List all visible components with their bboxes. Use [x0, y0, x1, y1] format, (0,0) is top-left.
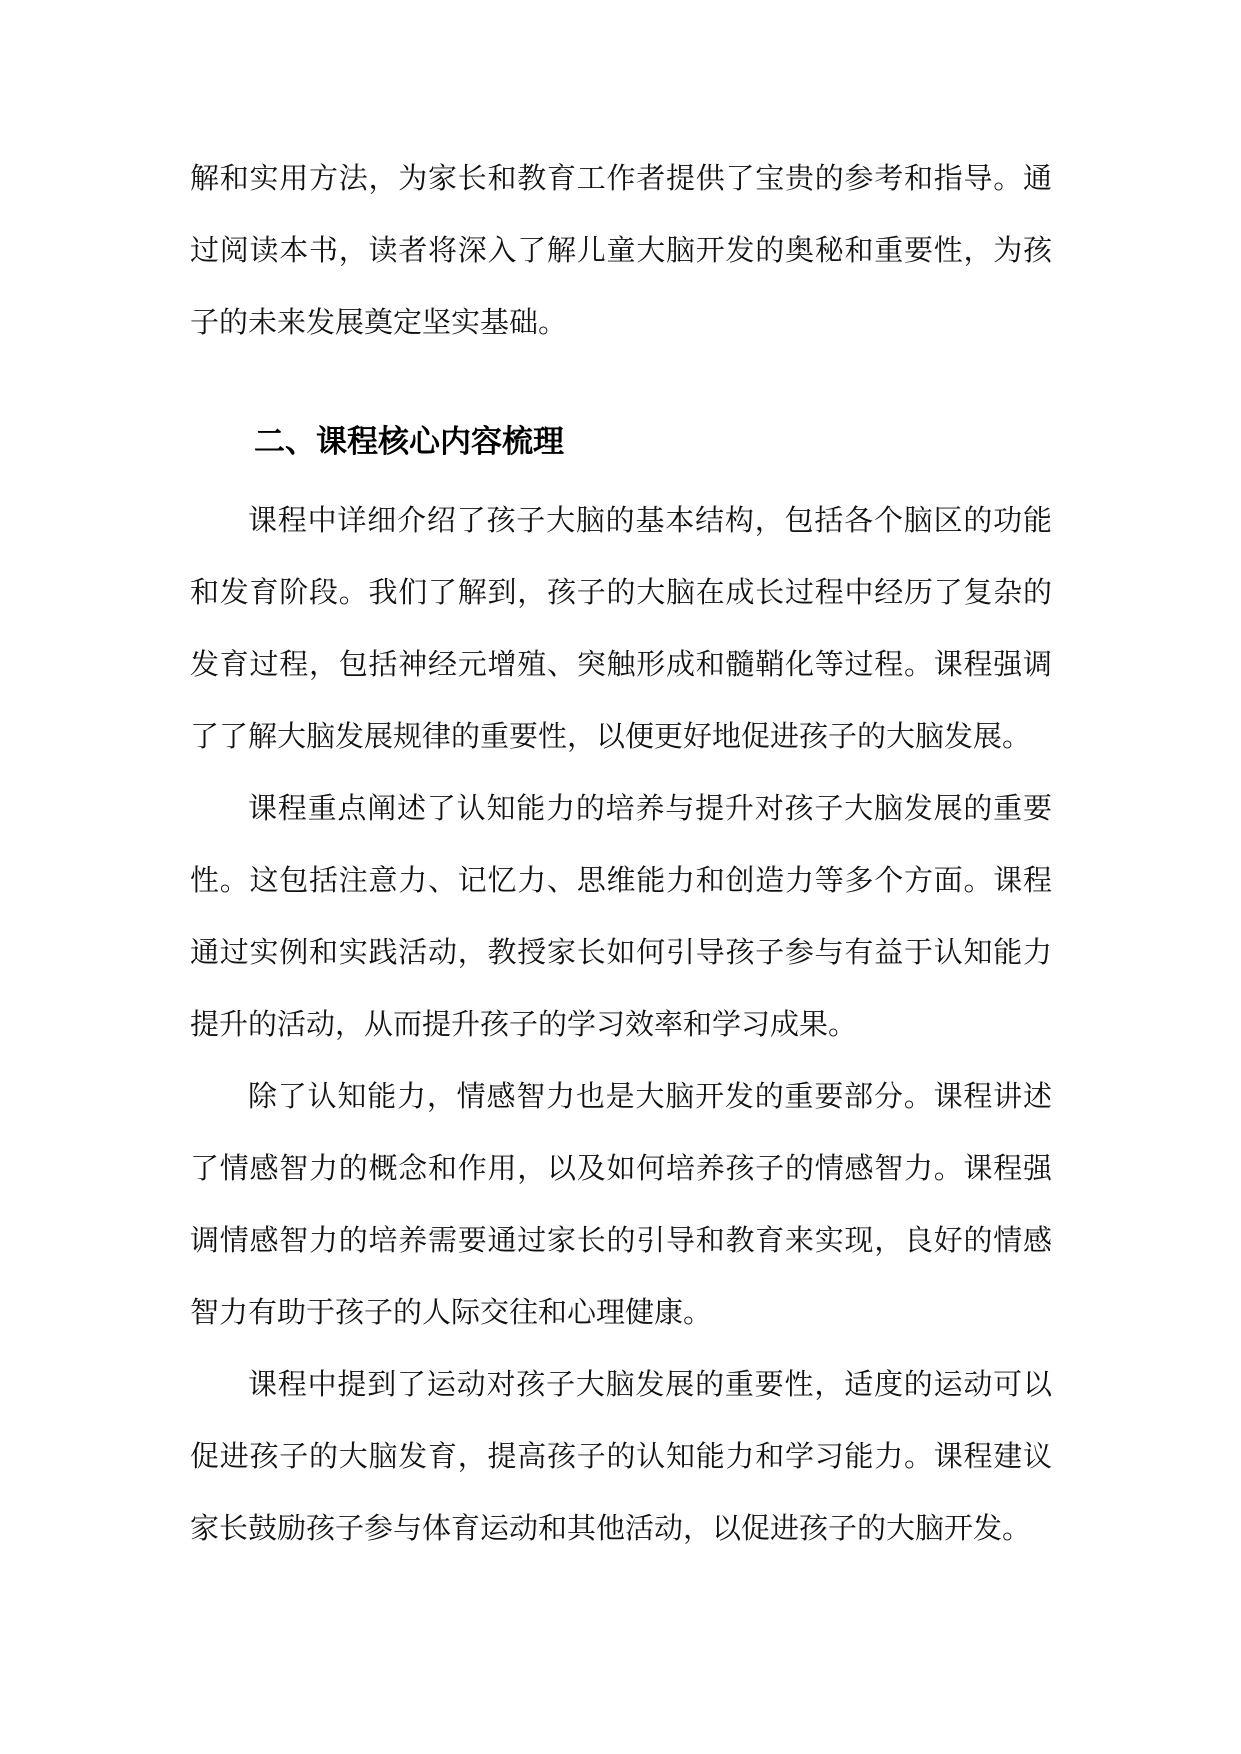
section-heading: 二、课程核心内容梳理: [254, 424, 564, 460]
body-paragraph-3: 除了认知能力，情感智力也是大脑开发的重要部分。课程讲述了情感智力的概念和作用，以及如何培养孩子的情感智力。课程强调情感智力的培养需要通过家长的引导和教育来实现，良好的情感智力有助于孩子的人际交往和心理健康。: [190, 1079, 1052, 1329]
body-paragraph-4: 课程中提到了运动对孩子大脑发展的重要性，适度的运动可以促进孩子的大脑发育，提高孩子的认知能力和学习能力。课程建议家长鼓励孩子参与体育运动和其他活动，以促进孩子的大脑开发。: [190, 1367, 1052, 1545]
body-paragraph-1: 课程中详细介绍了孩子大脑的基本结构，包括各个脑区的功能和发育阶段。我们了解到，孩子的大脑在成长过程中经历了复杂的发育过程，包括神经元增殖、突触形成和髓鞘化等过程。课程强调了了解大脑发展规律的重要性，以便更好地促进孩子的大脑发展。: [190, 503, 1052, 753]
document-body: [190, 142, 1052, 1564]
body-paragraph-2: 课程重点阐述了认知能力的培养与提升对孩子大脑发展的重要性。这包括注意力、记忆力、思维能力和创造力等多个方面。课程通过实例和实践活动，教授家长如何引导孩子参与有益于认知能力提升的活动，从而提升孩子的学习效率和学习成果。: [190, 791, 1052, 1041]
intro-paragraph: 解和实用方法，为家长和教育工作者提供了宝贵的参考和指导。通过阅读本书，读者将深入了解儿童大脑开发的奥秘和重要性，为孩子的未来发展奠定坚实基础。: [190, 161, 1052, 339]
